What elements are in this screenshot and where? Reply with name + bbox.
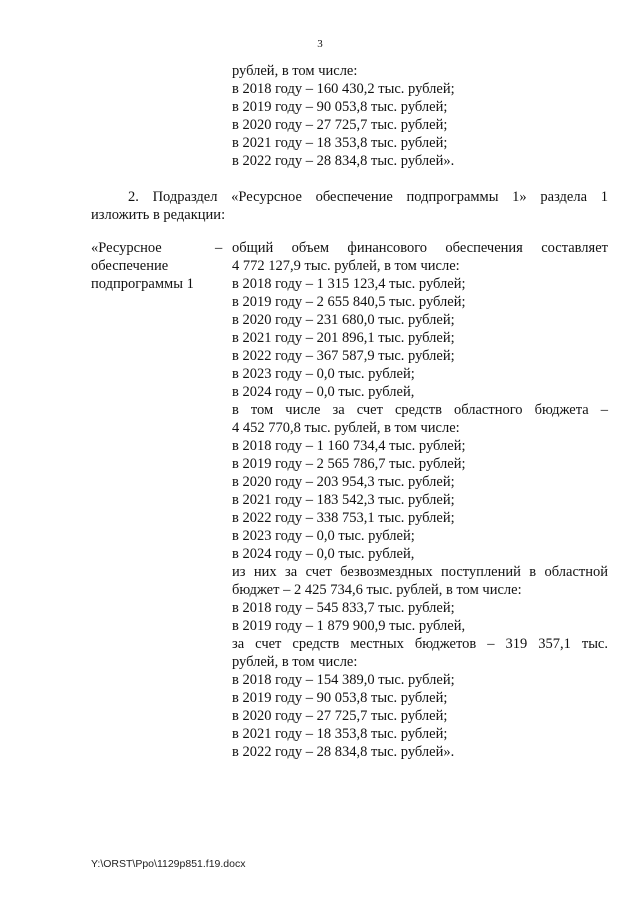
right-line: в 2023 году – 0,0 тыс. рублей;: [232, 528, 415, 544]
right-line: в 2019 году – 1 879 900,9 тыс. рублей,: [232, 618, 466, 634]
right-line: в 2024 году – 0,0 тыс. рублей,: [232, 384, 415, 400]
right-line: в 2020 году – 203 954,3 тыс. рублей;: [232, 474, 455, 490]
right-line: в 2020 году – 27 725,7 тыс. рублей;: [232, 708, 448, 724]
label-line: подпрограммы 1: [91, 276, 194, 292]
right-line: за счет средств местных бюджетов – 319 357,1 тыс.: [232, 636, 608, 652]
right-line: в 2021 году – 183 542,3 тыс. рублей;: [232, 492, 455, 508]
label-line: «Ресурсное: [91, 240, 162, 256]
top-line: в 2020 году – 27 725,7 тыс. рублей;: [232, 117, 448, 133]
right-line: в 2018 году – 545 833,7 тыс. рублей;: [232, 600, 455, 616]
right-line: в 2024 году – 0,0 тыс. рублей,: [232, 546, 415, 562]
right-line: в 2019 году – 2 655 840,5 тыс. рублей;: [232, 294, 466, 310]
right-line: в 2022 году – 367 587,9 тыс. рублей;: [232, 348, 455, 364]
right-line: в 2021 году – 18 353,8 тыс. рублей;: [232, 726, 448, 742]
paragraph-line: 2. Подраздел «Ресурсное обеспечение подпрограммы 1» раздела 1: [128, 189, 608, 205]
right-line: из них за счет безвозмездных поступлений в областной: [232, 564, 608, 580]
right-line: в 2019 году – 90 053,8 тыс. рублей;: [232, 690, 448, 706]
paragraph-line: изложить в редакции:: [91, 207, 226, 223]
right-line: в 2018 году – 154 389,0 тыс. рублей;: [232, 672, 455, 688]
top-line: в 2018 году – 160 430,2 тыс. рублей;: [232, 81, 455, 97]
top-line: рублей, в том числе:: [232, 63, 358, 79]
dash: –: [215, 240, 223, 256]
right-line: в 2023 году – 0,0 тыс. рублей;: [232, 366, 415, 382]
page-number: 3: [317, 38, 323, 50]
top-line: в 2022 году – 28 834,8 тыс. рублей».: [232, 153, 455, 169]
top-line: в 2021 году – 18 353,8 тыс. рублей;: [232, 135, 448, 151]
right-line: 4 452 770,8 тыс. рублей, в том числе:: [232, 420, 460, 436]
right-line: в 2020 году – 231 680,0 тыс. рублей;: [232, 312, 455, 328]
right-line: рублей, в том числе:: [232, 654, 358, 670]
right-line: в 2022 году – 28 834,8 тыс. рублей».: [232, 744, 455, 760]
footer-file-path: Y:\ORST\Ppo\1129p851.f19.docx: [91, 858, 246, 870]
label-line: обеспечение: [91, 258, 169, 274]
right-line: в 2018 году – 1 315 123,4 тыс. рублей;: [232, 276, 466, 292]
right-line: бюджет – 2 425 734,6 тыс. рублей, в том числе:: [232, 582, 522, 598]
right-line: в 2019 году – 2 565 786,7 тыс. рублей;: [232, 456, 466, 472]
right-line: в 2018 году – 1 160 734,4 тыс. рублей;: [232, 438, 466, 454]
top-line: в 2019 году – 90 053,8 тыс. рублей;: [232, 99, 448, 115]
right-line: в том числе за счет средств областного бюджета –: [232, 402, 608, 418]
right-line: в 2022 году – 338 753,1 тыс. рублей;: [232, 510, 455, 526]
right-line: 4 772 127,9 тыс. рублей, в том числе:: [232, 258, 460, 274]
right-line: в 2021 году – 201 896,1 тыс. рублей;: [232, 330, 455, 346]
right-line: общий объем финансового обеспечения составляет: [232, 240, 608, 256]
